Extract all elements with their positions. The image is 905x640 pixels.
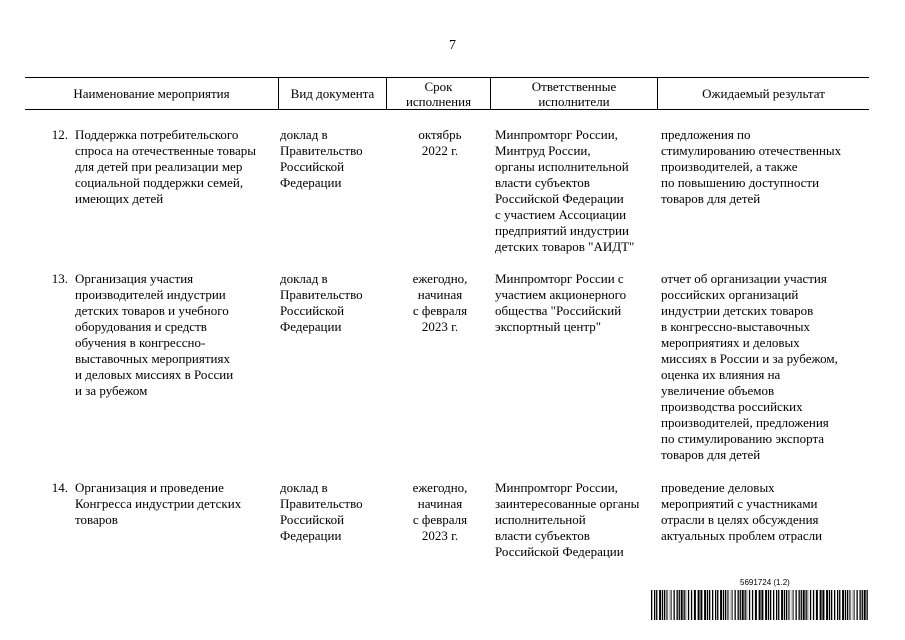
row-number: 13.	[51, 271, 68, 286]
header-expected-result: Ожидаемый результат	[702, 86, 825, 101]
document-code: 5691724 (1.2)	[740, 578, 790, 587]
row-document-type: доклад в Правительство Российской Федерации	[280, 271, 363, 334]
row-document-type: доклад в Правительство Российской Федерации	[280, 127, 363, 190]
row-expected-result: отчет об организации участия российских организаций индустрии детских товаров в конгрессно-выставочных мероприятиях и деловых миссиях в России и за рубежом, оценка их влияния на увеличение объемов производства российских производителей, предложения по стимулированию экспорта товаров для детей	[661, 271, 838, 462]
row-responsible: Минпромторг России с участием акционерного общества "Российский экспортный центр"	[495, 271, 627, 334]
header-document-type: Вид документа	[290, 86, 375, 101]
row-name: Организация и проведение Конгресса индустрии детских товаров	[75, 480, 242, 527]
row-number: 14.	[51, 480, 68, 495]
header-name: Наименование мероприятия	[73, 86, 230, 101]
row-document-type: доклад в Правительство Российской Федерации	[280, 480, 363, 543]
row-expected-result: проведение деловых мероприятий с участниками отрасли в целях обсуждения актуальных проблем отрасли	[661, 480, 823, 543]
row-deadline: ежегодно, начиная с февраля 2023 г.	[412, 480, 468, 543]
row-deadline: октябрь 2022 г.	[418, 127, 462, 158]
row-responsible: Минпромторг России, заинтересованные органы исполнительной власти субъектов Российской Федерации	[495, 480, 640, 559]
row-expected-result: предложения по стимулированию отечественных производителей, а также по повышению доступности товаров для детей	[661, 127, 842, 206]
row-deadline: ежегодно, начиная с февраля 2023 г.	[412, 271, 468, 334]
row-number: 12.	[51, 127, 68, 142]
row-name: Организация участия производителей индустрии детских товаров и учебного оборудования и средств обучения в конгрессно- выставочных мероприятиях и деловых миссиях в России и за рубежом	[75, 271, 234, 398]
page-number: 7	[449, 38, 456, 53]
header-deadline: Срок исполнения	[405, 78, 472, 109]
header-responsible: Ответственные исполнители	[531, 78, 617, 109]
barcode-icon	[651, 590, 869, 620]
row-name: Поддержка потребительского спроса на отечественные товары для детей при реализации мер социальной поддержки семей, имеющих детей	[75, 127, 256, 206]
row-responsible: Минпромторг России, Минтруд России, органы исполнительной власти субъектов Российской Федерации с участием Ассоциации предприятий индустрии детских товаров "АИДТ"	[495, 127, 635, 254]
